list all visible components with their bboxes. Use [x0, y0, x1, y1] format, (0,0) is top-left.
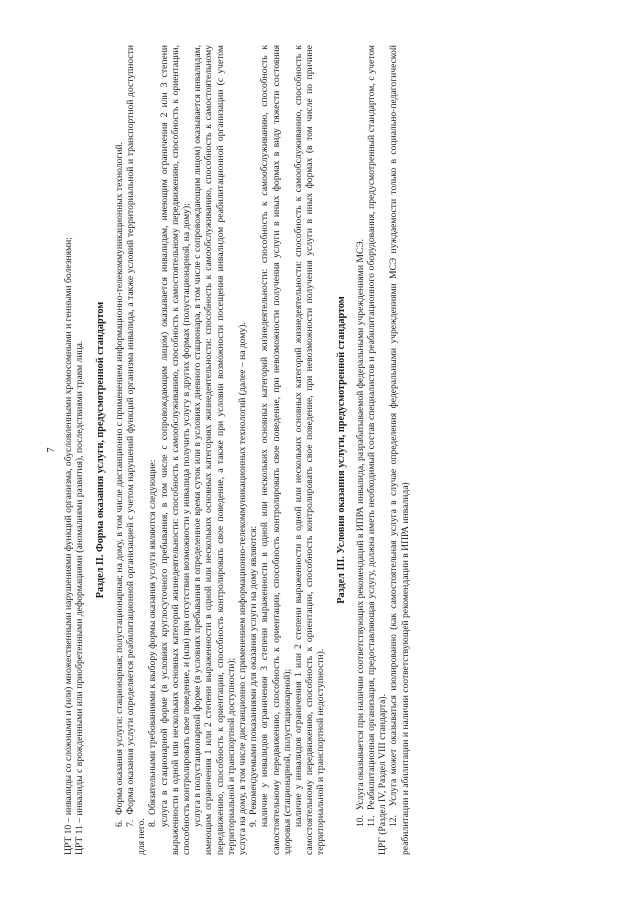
intro-line-crt10: ЦРТ 10 – инвалиды со сложными и (или) множественными нарушениями функций организма, обусловленными хромосомными и генными болезнями;: [63, 237, 75, 855]
section-2-heading: Раздел II. Форма оказания услуги, предусмотренной стандартом: [94, 301, 106, 599]
document-sheet: [40, 31, 600, 871]
item-8-home: услуга на дому, в том числе дистанционно с применением информационно-телекоммуникационных технологий (далее – на дому).: [237, 322, 249, 855]
item-9-severe: наличие у инвалидов ограничения 3 степени выраженности в одной или нескольких основных категорий жизнедеятельности: способность к самообслуживанию, способность к самостоятельному передвижению, способность к ориентации, способность контролировать свое поведение, при невозможности получения услуги в иных формах в виду тяжести состояния здоровья (стационарной, полустационарной);: [259, 45, 293, 855]
item-7: 7. Форма оказания услуги определяется реабилитационной организацией с учетом нарушений функций организма инвалида, а также условий территориальной и транспортной доступности для него.: [125, 45, 148, 855]
section-3-heading: Раздел III. Условия оказания услуги, предусмотренной стандартом: [335, 296, 347, 604]
item-6: 6. Форма оказания услуги: стационарная; полустационарная; на дому, в том числе дистанционно с применением информационно-телекоммуникационных технологий.: [113, 142, 125, 827]
intro-line-crt11: ЦРТ 11 – инвалиды с врожденными или приобретенными деформациями (аномалиями развития), последствиями травм лица.: [74, 340, 86, 855]
item-11: 11. Реабилитационная организация, предоставляющая услугу, должна иметь необходимый состав специалистов и реабилитационного оборудования, предусмотренный стандартом, с учетом ЦРГ (Раздел IV, Раздел VIII стандарта).: [366, 45, 389, 855]
item-12: 12. Услуга может оказываться изолированно (как самостоятельная услуга в случае определения федеральными учреждениями МСЭ нуждаемости только в социально-педагогической реабилитации и абилитации и наличии соответствующей рекомендации в ИПРА инвалида): [388, 45, 411, 855]
item-8: 8. Обязательными требованиями к выбору формы оказания услуги являются следующие:: [147, 459, 159, 827]
item-8-stationary: услуга в стационарной форме (в условиях круглосуточного пребывания, в том числе с сопровождающим лицом) оказывается инвалидам, имеющим ограничения 2 или 3 степени выраженности в одной или нескольких основных категорий жизнедеятельности: способность к самообслуживанию, способность к самостоятельному передвижению, способность к ориентации, способность контролировать свое поведение, и (или) при отсутствии возможности у инвалида получить услугу в других формах (полустационарной, на дому);: [158, 45, 193, 855]
item-8-semistationary: услуга в полустационарной форме (в условиях пребывания в определенное время суток или в условиях дневного стационара, в том числе с сопровождающим лицом) оказывается инвалидам, имеющим ограничения 1 или 2 степени выраженности в одной или нескольких основных категориях жизнедеятельности: способность к самообслуживанию, способность к самостоятельному передвижению, способность к ориентации, способность контролировать свое поведение, а также при условии возможности посещения инвалидом реабилитационной организации (с учетом территориальной и транспортной доступности);: [192, 45, 237, 855]
item-9-mild: наличие у инвалидов ограничения 1 или 2 степени выраженности в одной или нескольких основных категорий жизнедеятельности: способность к самообслуживанию, способность к самостоятельному передвижению, способность к ориентации, способность контролировать свое поведение, при невозможности получения услуги в иных формах (в том числе по причине территориальной и транспортной недоступности).: [293, 45, 327, 855]
page-number: 7: [46, 447, 57, 453]
item-9: 9. Рекомендуемыми показаниями для оказания услуги на дому являются:: [248, 525, 260, 827]
item-10: 10. Услуга оказывается при наличии соответствующих рекомендаций в ИПРА инвалида, разрабатываемой федеральными учреждениями МСЭ.: [354, 238, 366, 827]
rotated-content: [40, 31, 600, 871]
